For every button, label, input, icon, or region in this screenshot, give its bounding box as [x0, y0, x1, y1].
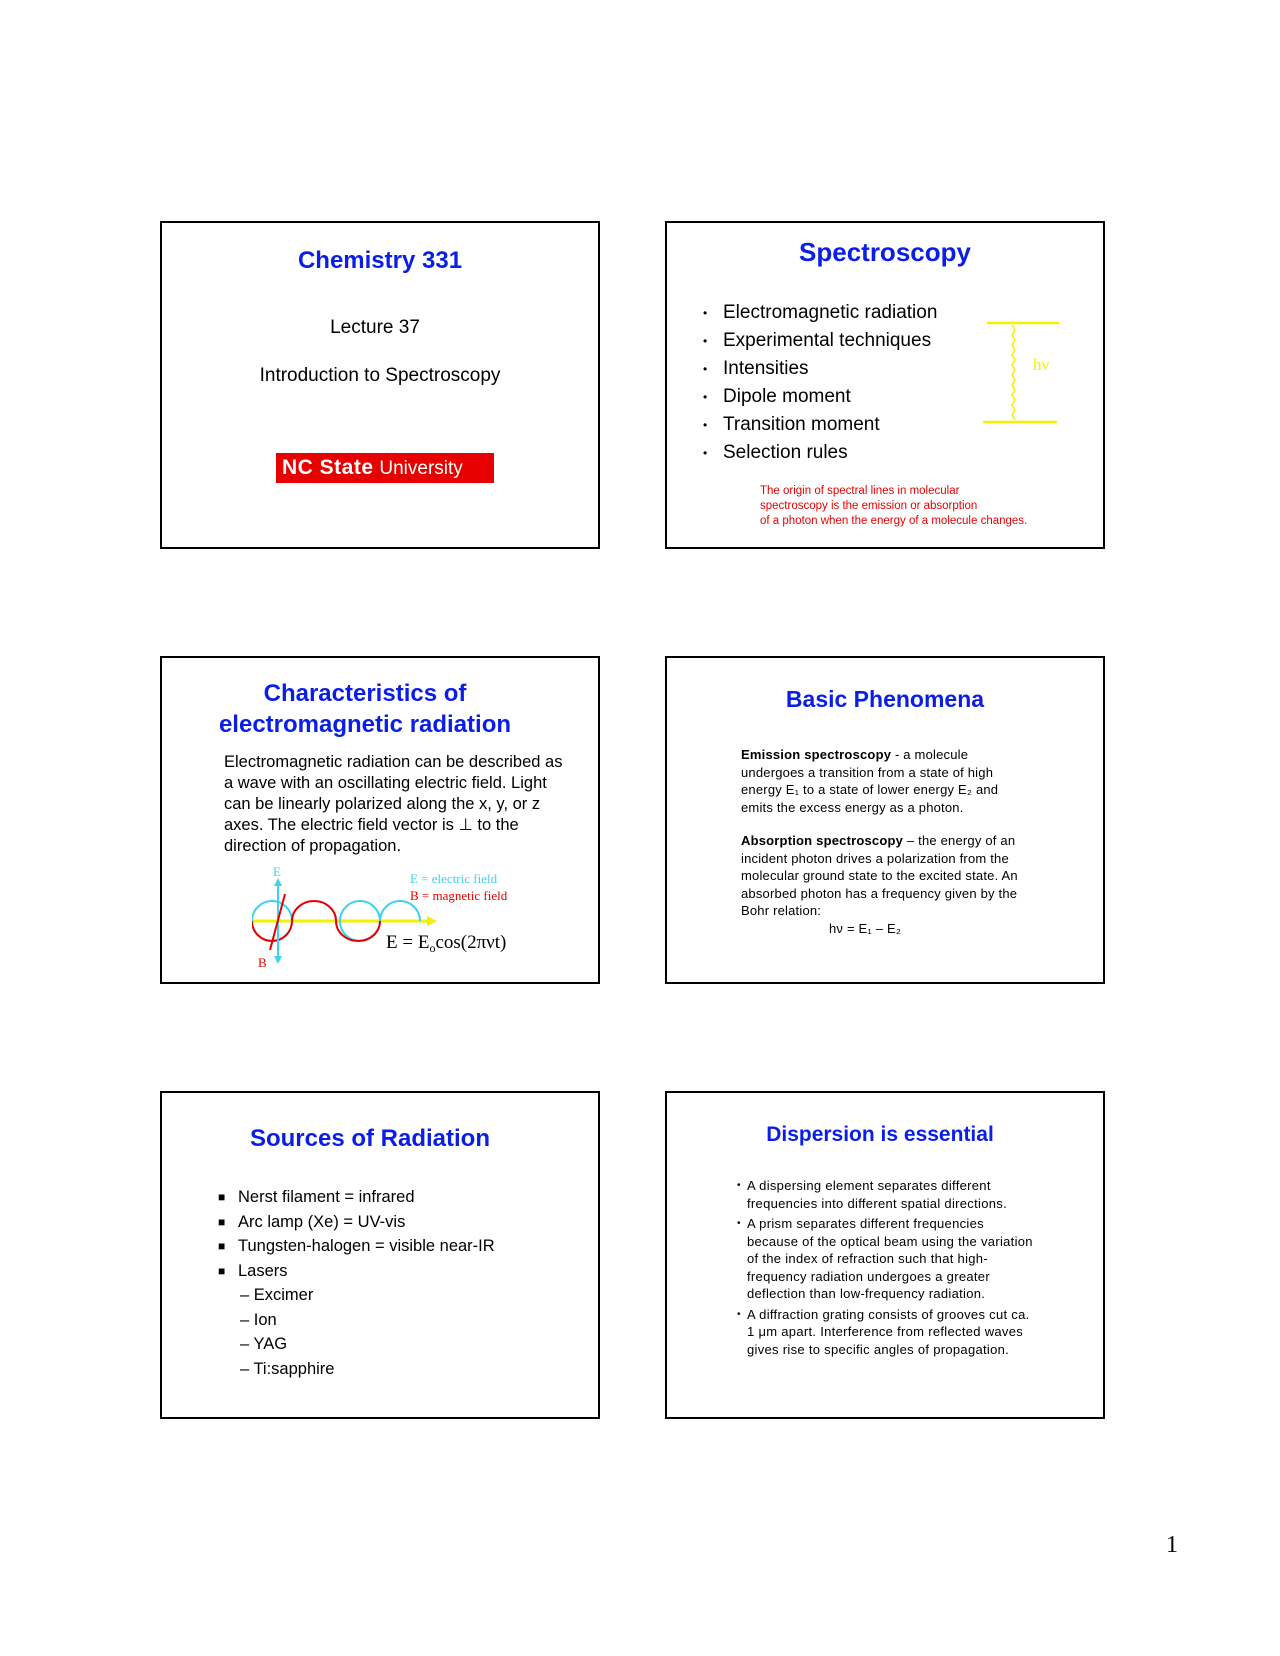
list-item: • A diffraction grating consists of grooves cut ca. 1 μm apart. Interference from reflected waves gives rise to specific angles of propagation.	[737, 1306, 1030, 1357]
list-item: ■ Lasers	[218, 1259, 495, 1284]
list-item: • Experimental techniques	[697, 327, 937, 355]
slide-title: Basic Phenomena	[785, 686, 985, 712]
bullet-icon: •	[737, 1308, 741, 1320]
list-item: ■ Arc lamp (Xe) = UV-vis	[218, 1210, 495, 1235]
lecture-subtitle: Introduction to Spectroscopy	[259, 365, 501, 386]
slide-basic-phenomena	[665, 656, 1105, 984]
absorption-term: Absorption spectroscopy	[741, 833, 904, 848]
bullet-icon: •	[737, 1218, 741, 1229]
bullet-icon: •	[703, 334, 708, 348]
b-axis-label: B	[258, 955, 267, 970]
bullet-icon: •	[703, 390, 708, 404]
topic-list	[697, 299, 937, 467]
slide-chemistry-331	[160, 221, 600, 549]
bohr-relation: hν = E₁ – E₂	[829, 921, 902, 936]
logo-regular-text: University	[379, 458, 463, 479]
emission-term: Emission spectroscopy	[741, 747, 892, 762]
e-axis-label: E	[273, 864, 281, 879]
wave-equation: $E = E_o\cos(2\pi\nu t)$	[386, 932, 507, 955]
list-item: ■ Tungsten-halogen = visible near-IR	[218, 1234, 495, 1259]
slide-em-radiation	[160, 656, 600, 984]
square-bullet-icon: ■	[218, 1214, 226, 1229]
legend-electric-field: E = electric field	[410, 871, 498, 886]
slide-title: Chemistry 331	[297, 247, 463, 274]
list-item: • A dispersing element separates different frequencies into different spatial directions.	[737, 1178, 1007, 1211]
square-bullet-icon: ■	[218, 1239, 226, 1253]
energy-level-diagram	[977, 311, 1087, 431]
logo-bold-text: NC State	[282, 456, 374, 479]
legend-magnetic-field: B = magnetic field	[410, 888, 508, 903]
description-text: Electromagnetic radiation can be described as a wave with an oscillating electric field. Light can be linearly polarized along the x, y, or z axes. The electric field vector is ⊥ to the direction of propagation.	[224, 753, 563, 855]
sub-list-item: – YAG	[240, 1335, 288, 1353]
dispersion-list	[737, 1177, 1037, 1358]
sub-list-item: – Ti:sapphire	[240, 1359, 335, 1378]
list-item: • A prism separates different frequencies because of the optical beam using the variation of the index of refraction such that high-frequency radiation undergoes a greater deflection than low-frequency radiation.	[737, 1216, 1033, 1301]
bullet-icon: •	[703, 306, 708, 320]
square-bullet-icon: ■	[218, 1190, 226, 1204]
list-item: ■ Nerst filament = infrared	[218, 1185, 495, 1210]
nc-state-logo	[276, 453, 494, 483]
em-wave-diagram	[252, 864, 542, 974]
square-bullet-icon: ■	[218, 1263, 226, 1278]
source-list	[218, 1185, 495, 1381]
list-item: • Intensities	[697, 355, 937, 383]
sub-list-item: – Excimer	[240, 1286, 314, 1304]
list-item: • Dipole moment	[697, 383, 937, 411]
slide-spectroscopy	[665, 221, 1105, 549]
bullet-icon: •	[737, 1180, 741, 1191]
emission-paragraph: Emission spectroscopy - a molecule undergoes a transition from a state of high energy E₁ to a state of lower energy E₂ and emits the excess energy as a photon.	[741, 747, 999, 815]
absorption-paragraph: Absorption spectroscopy – the energy of an incident photon drives a polarization from the molecular ground state to the excited state. An absorbed photon has a frequency given by the Bohr relation:	[741, 833, 1018, 918]
sub-list-item: – Ion	[240, 1310, 277, 1329]
slide-title: Spectroscopy	[799, 237, 971, 267]
list-item: • Selection rules	[697, 439, 937, 467]
slide-title: Characteristics of electromagnetic radiation	[218, 680, 512, 738]
bullet-icon: •	[703, 446, 708, 460]
bullet-icon: •	[703, 418, 708, 432]
slide-title: Sources of Radiation	[249, 1125, 491, 1152]
slide-title: Dispersion is essential	[766, 1123, 994, 1146]
slide-dispersion	[665, 1091, 1105, 1419]
list-item: • Electromagnetic radiation	[697, 299, 937, 327]
lecture-number: Lecture 37	[330, 317, 420, 338]
origin-note: The origin of spectral lines in molecular spectroscopy is the emission or absorption of a photon when the energy of a molecule changes.	[760, 485, 1028, 527]
photon-label: hν	[1033, 355, 1050, 374]
page-number: 1	[1166, 1532, 1178, 1558]
list-item: • Transition moment	[697, 411, 937, 439]
bullet-icon: •	[703, 362, 708, 376]
slide-sources-of-radiation	[160, 1091, 600, 1419]
